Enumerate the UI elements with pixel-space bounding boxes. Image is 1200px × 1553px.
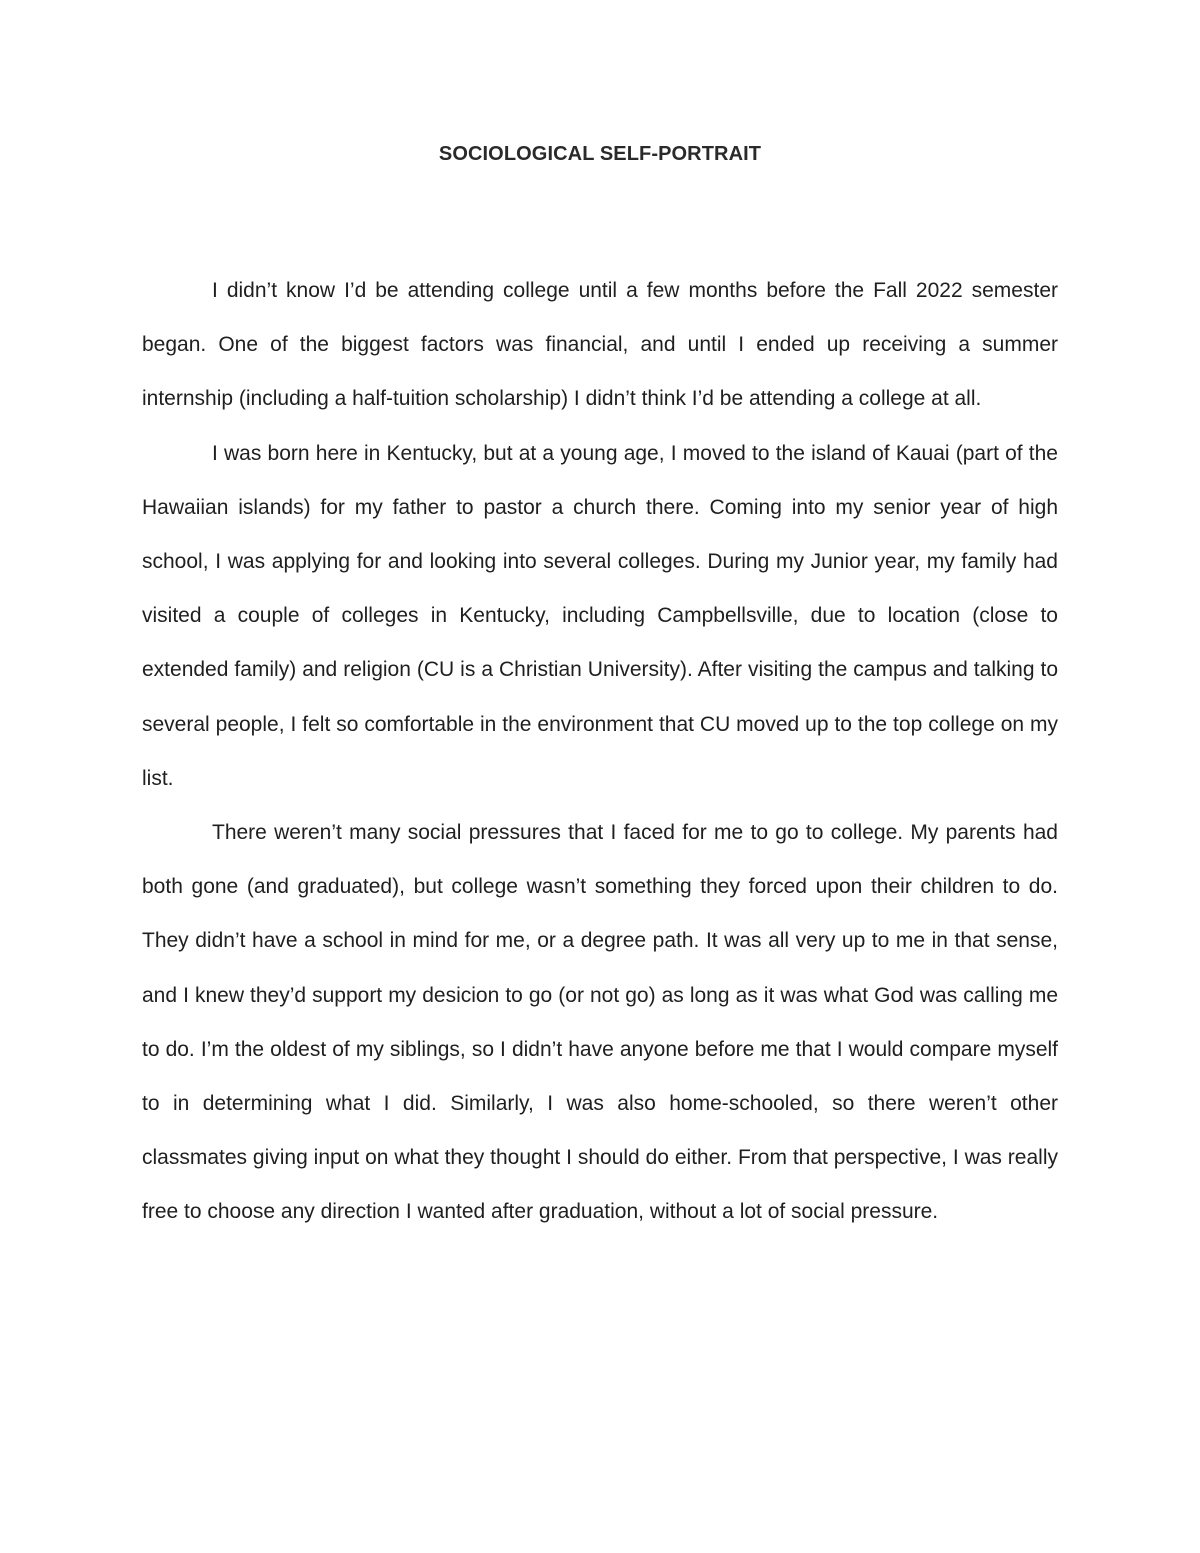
paragraph-2: I was born here in Kentucky, but at a young age, I moved to the island of Kauai (part of the Hawaiian islands) for my father to pastor a church there. Coming into my senior year of high school, I was applying for and looking into several colleges. During my Junior year, my family had visited a couple of colleges in Kentucky, including Campbellsville, due to location (close to extended family) and religion (CU is a Christian University). After visiting the campus and talking to several people, I felt so comfortable in the environment that CU moved up to the top college on my list. (142, 441, 1058, 790)
paragraph-1: I didn’t know I’d be attending college until a few months before the Fall 2022 semester began. One of the biggest factors was financial, and until I ended up receiving a summer internship (including a half-tuition scholarship) I didn’t think I’d be attending a college at all. (142, 279, 1058, 411)
paragraph-3: There weren’t many social pressures that I faced for me to go to college. My parents had both gone (and graduated), but college wasn’t something they forced upon their children to do. They didn’t have a school in mind for me, or a degree path. It was all very up to me in that sense, and I knew they’d support my desicion to go (or not go) as long as it was what God was calling me to do. I’m the oldest of my siblings, so I didn’t have anyone before me that I would compare myself to in determining what I did. Similarly, I was also home-schooled, so there weren’t other classmates giving input on what they thought I should do either. From that perspective, I was really free to choose any direction I wanted after graduation, without a lot of social pressure. (142, 821, 1058, 1224)
document-title: SOCIOLOGICAL SELF-PORTRAIT (438, 143, 762, 165)
document-body (142, 264, 1058, 1240)
